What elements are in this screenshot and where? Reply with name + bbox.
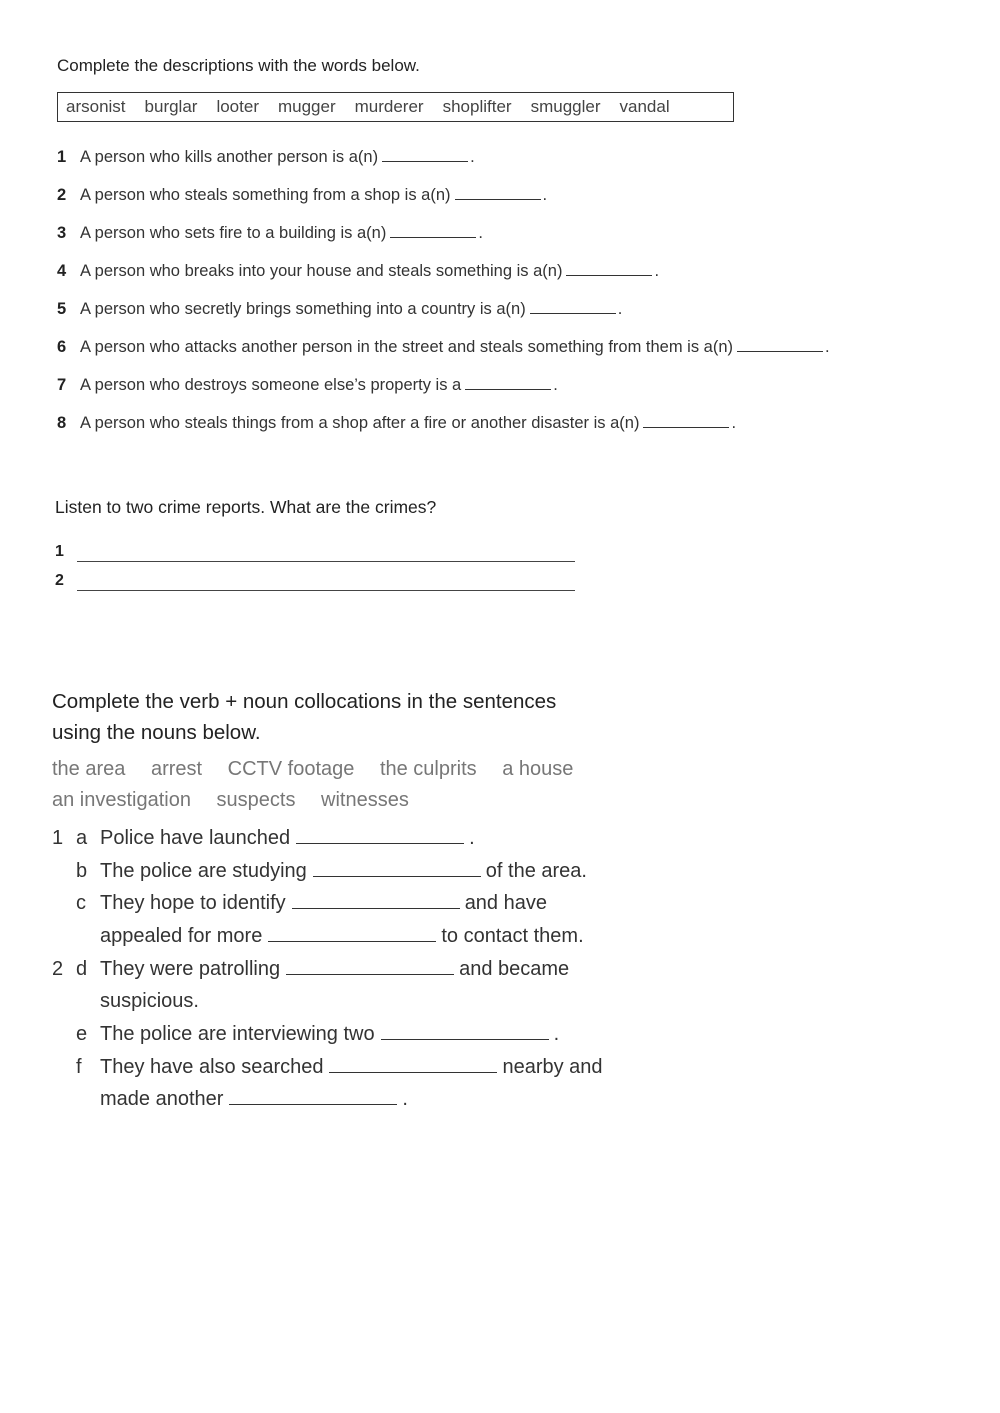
- question-end: .: [825, 338, 830, 356]
- item-letter: d: [76, 958, 88, 980]
- sentence-text: suspicious.: [100, 990, 199, 1012]
- noun-bank-row: [52, 785, 429, 816]
- question-number: 7: [57, 376, 67, 394]
- question-end: .: [553, 376, 558, 394]
- question-text: A person who steals things from a shop after a fire or another disaster is a(n): [80, 414, 640, 432]
- collocation-line: [76, 1018, 560, 1051]
- noun-bank-item: a house: [502, 758, 574, 780]
- answer-blank[interactable]: [530, 312, 616, 314]
- collocation-line: [52, 953, 570, 986]
- section1-title: Complete the descriptions with the words below.: [57, 56, 420, 75]
- item-letter: c: [76, 892, 86, 914]
- question-end: .: [731, 414, 737, 432]
- item-letter: a: [76, 827, 88, 849]
- question-text: A person who steals something from a shop is a(n): [80, 186, 451, 204]
- question-row: [57, 376, 558, 395]
- question-number: 1: [57, 148, 67, 166]
- sentence-text: They have also searched: [100, 1056, 324, 1078]
- answer-blank[interactable]: [229, 1103, 397, 1105]
- question-end: .: [617, 300, 623, 318]
- question-text: A person who breaks into your house and steals something is a(n): [80, 262, 563, 280]
- sentence-text: They were patrolling: [100, 958, 281, 980]
- noun-bank-item: CCTV footage: [227, 758, 355, 780]
- answer-blank[interactable]: [296, 842, 464, 844]
- question-number: 8: [57, 414, 67, 432]
- question-text: A person who sets fire to a building is a(n): [80, 224, 387, 242]
- noun-bank-item: an investigation: [52, 789, 191, 811]
- collocation-line: [76, 1051, 603, 1084]
- collocation-line: [76, 887, 547, 920]
- sentence-end: to contact them.: [441, 925, 584, 947]
- question-number: 5: [57, 300, 67, 318]
- question-row: [57, 224, 483, 243]
- noun-bank-item: the culprits: [379, 758, 477, 780]
- question-row: [57, 300, 622, 319]
- sentence-end: and became: [459, 958, 570, 980]
- answer-line[interactable]: [77, 561, 575, 562]
- collocation-line: [76, 855, 587, 888]
- answer-blank[interactable]: [329, 1071, 497, 1073]
- item-number: 1: [52, 827, 64, 849]
- word-bank-item: burglar: [144, 97, 198, 116]
- sentence-text: They hope to identify: [100, 892, 286, 914]
- word-bank-item: shoplifter: [442, 97, 512, 116]
- sentence-end: of the area.: [485, 860, 587, 882]
- collocation-line: [100, 920, 584, 953]
- noun-bank-item: suspects: [216, 789, 296, 811]
- answer-blank[interactable]: [643, 426, 729, 428]
- word-bank-item: mugger: [277, 97, 336, 116]
- answer-blank[interactable]: [292, 907, 460, 909]
- sentence-end: .: [469, 827, 475, 849]
- answer-blank[interactable]: [382, 160, 468, 162]
- sentence-text: The police are studying: [100, 860, 307, 882]
- answer-number: 1: [55, 543, 64, 560]
- word-bank-item: arsonist: [66, 97, 126, 116]
- sentence-text: appealed for more: [100, 925, 263, 947]
- collocation-line: [52, 822, 475, 855]
- question-row: [57, 338, 830, 357]
- question-row: [57, 262, 659, 281]
- answer-blank[interactable]: [268, 940, 436, 942]
- item-letter: b: [76, 860, 88, 882]
- sentence-end: nearby and: [502, 1056, 603, 1078]
- question-number: 4: [57, 262, 67, 280]
- answer-blank[interactable]: [737, 350, 823, 352]
- answer-blank[interactable]: [566, 274, 652, 276]
- answer-blank[interactable]: [390, 236, 476, 238]
- question-end: .: [654, 262, 660, 280]
- section3-title-line1: Complete the verb + noun collocations in the sentences: [52, 690, 557, 713]
- question-row: [57, 186, 547, 205]
- collocation-line: [100, 1083, 408, 1116]
- sentence-end: .: [553, 1023, 560, 1045]
- answer-blank[interactable]: [381, 1038, 549, 1040]
- question-row: [57, 148, 475, 167]
- answer-blank[interactable]: [313, 875, 481, 877]
- noun-bank-item: arrest: [150, 758, 203, 780]
- question-text: A person who kills another person is a(n): [80, 148, 379, 166]
- word-bank-item: smuggler: [530, 97, 601, 116]
- answer-line[interactable]: [77, 590, 575, 591]
- question-end: .: [478, 224, 483, 242]
- noun-bank-row: [52, 754, 593, 785]
- item-number: 2: [52, 958, 64, 980]
- sentence-text: Police have launched: [100, 827, 291, 849]
- question-text: A person who destroys someone else’s property is a: [80, 376, 462, 394]
- item-letter: f: [76, 1056, 82, 1078]
- word-bank-item: looter: [216, 97, 259, 116]
- answer-blank[interactable]: [286, 973, 454, 975]
- question-number: 6: [57, 338, 67, 356]
- question-text: A person who secretly brings something into a country is a(n): [80, 300, 526, 318]
- collocation-line: [100, 985, 199, 1018]
- sentence-end: .: [402, 1088, 408, 1110]
- question-end: .: [470, 148, 475, 166]
- question-number: 2: [57, 186, 67, 204]
- sentence-text: made another: [100, 1088, 224, 1110]
- section2-title: Listen to two crime reports. What are the crimes?: [55, 497, 437, 517]
- sentence-text: The police are interviewing two: [100, 1023, 375, 1045]
- noun-bank-item: the area: [52, 758, 126, 780]
- answer-blank[interactable]: [465, 388, 551, 390]
- question-text: A person who attacks another person in the street and steals something from them is a(n): [80, 338, 734, 356]
- word-bank-item: vandal: [619, 97, 670, 116]
- section3-title-line2: using the nouns below.: [52, 721, 261, 744]
- word-bank: [57, 92, 734, 122]
- question-number: 3: [57, 224, 67, 242]
- question-end: .: [542, 186, 548, 204]
- item-letter: e: [76, 1023, 88, 1045]
- sentence-end: and have: [464, 892, 547, 914]
- noun-bank-item: witnesses: [321, 789, 409, 811]
- answer-number: 2: [55, 572, 64, 589]
- question-row: [57, 414, 736, 433]
- answer-blank[interactable]: [455, 198, 541, 200]
- word-bank-item: murderer: [354, 97, 424, 116]
